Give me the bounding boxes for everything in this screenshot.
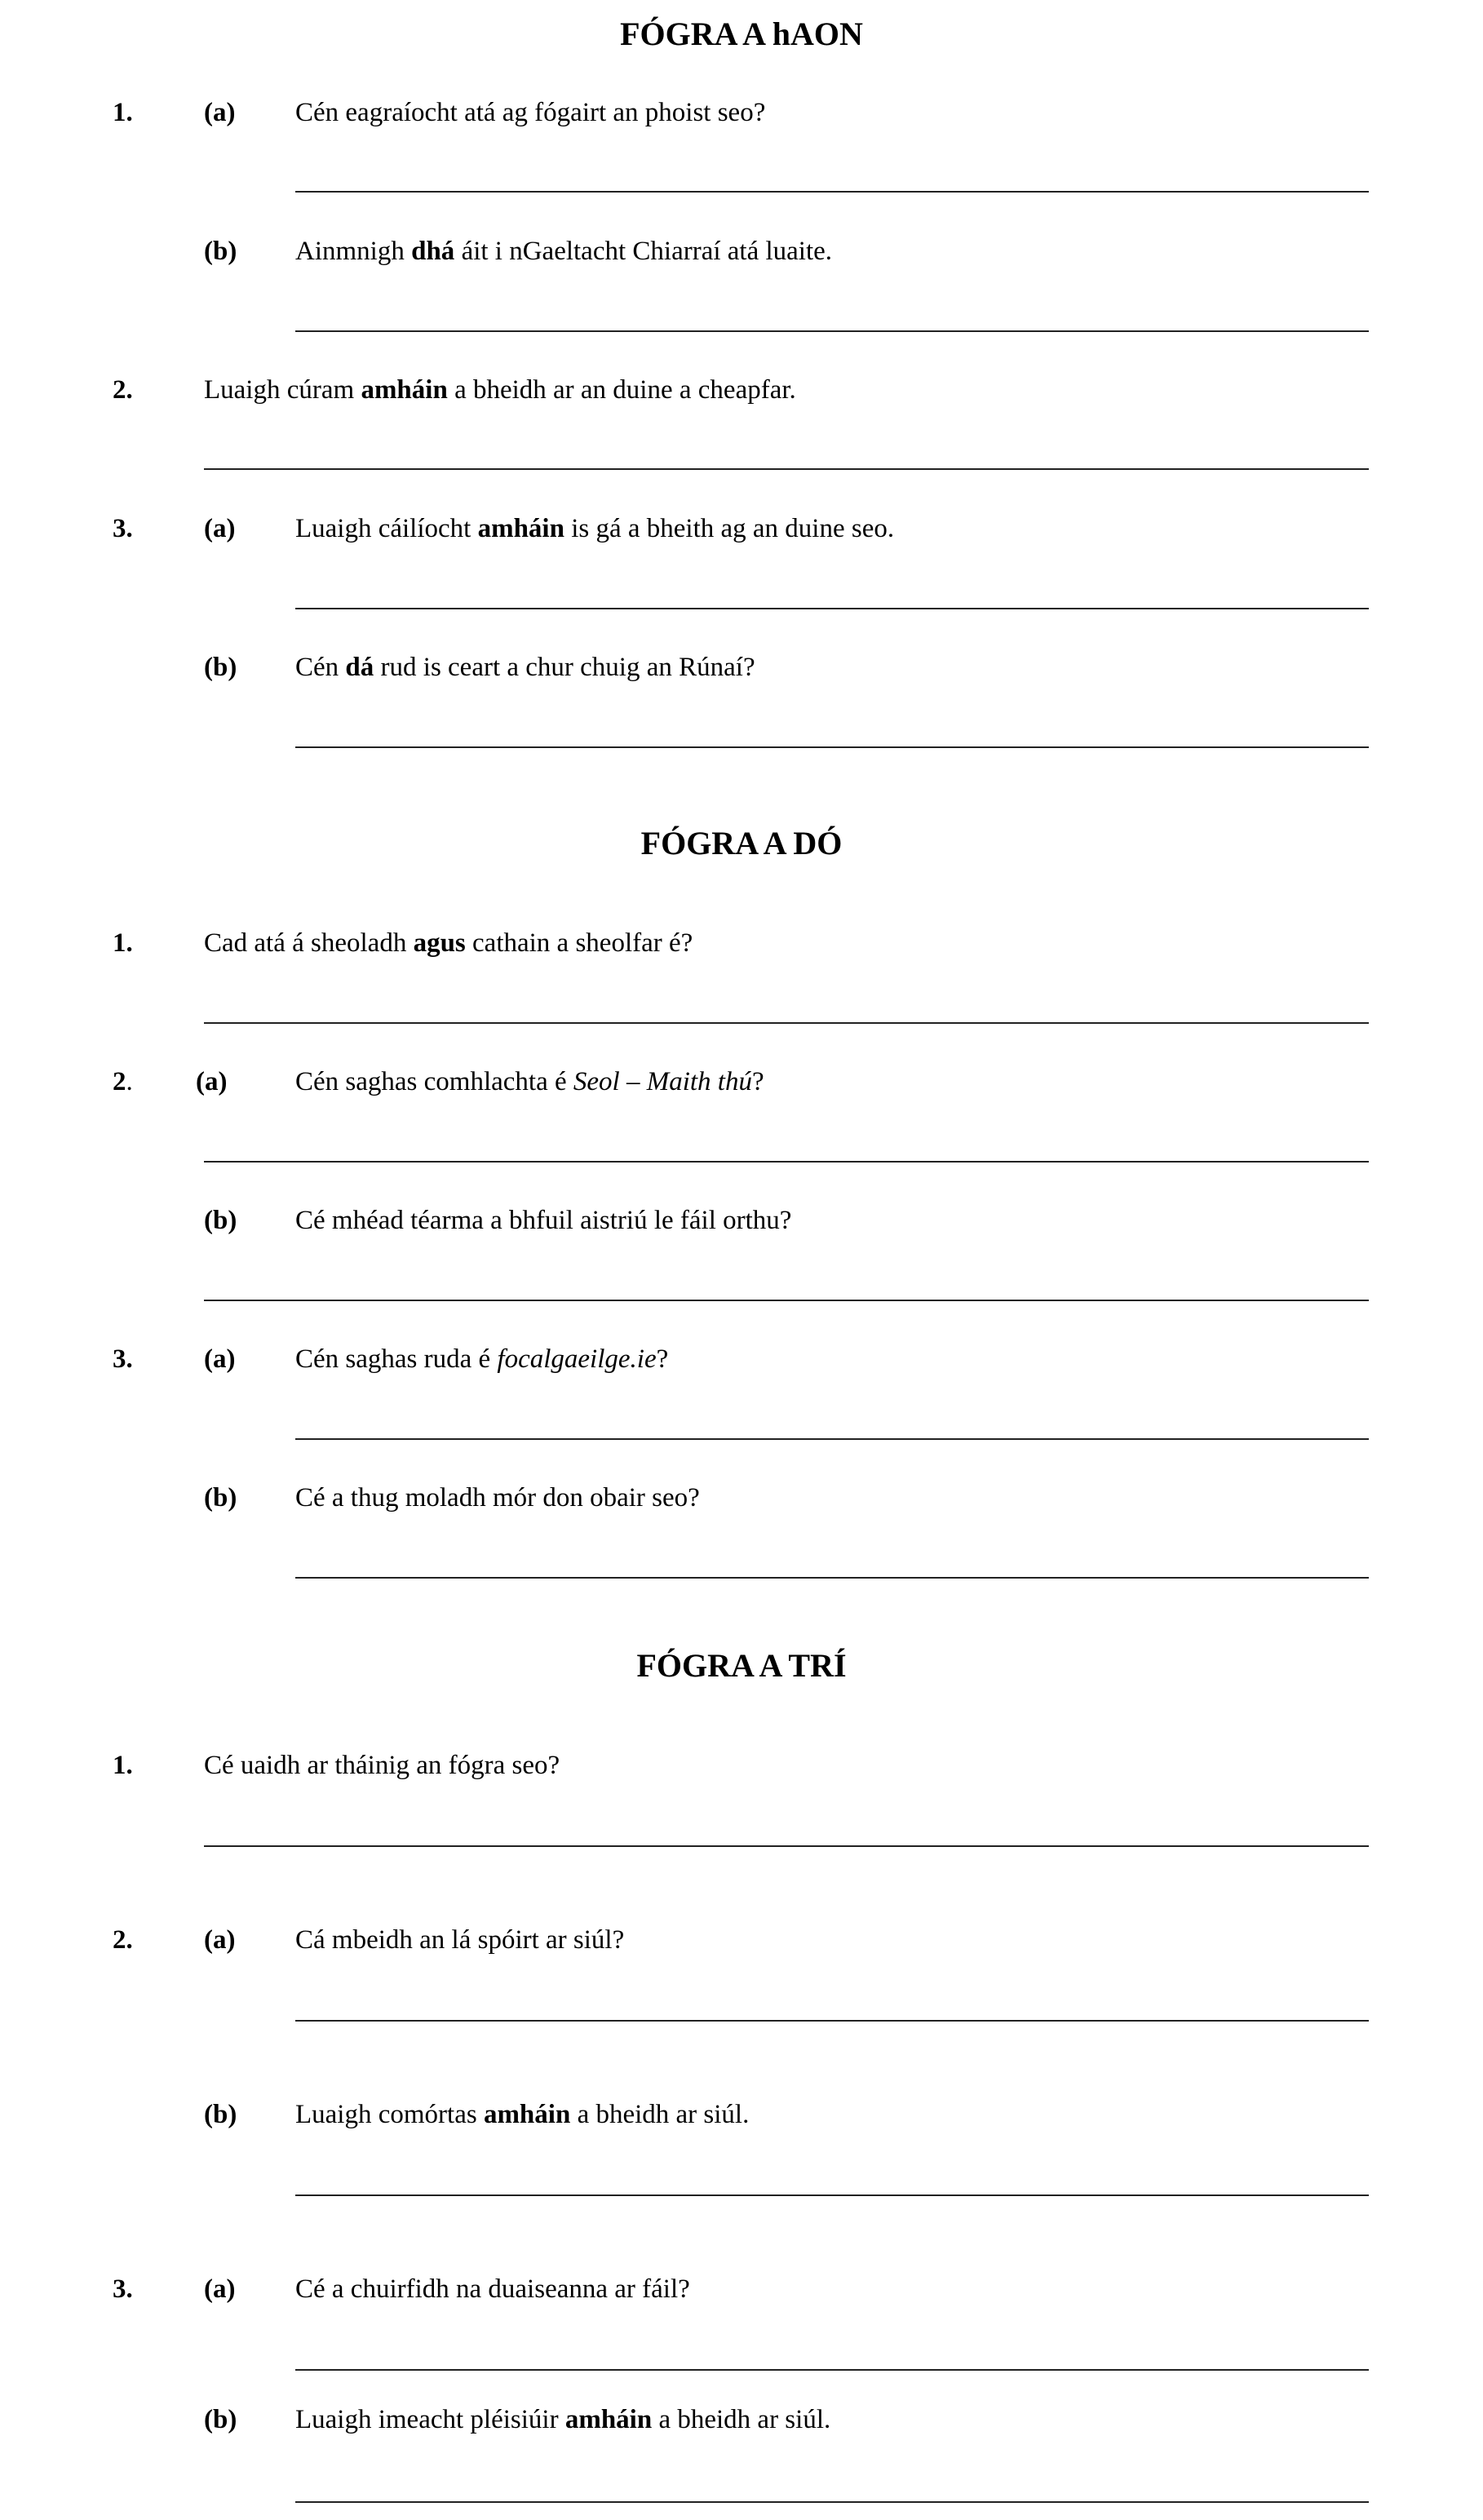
question-part-label: (b): [204, 653, 237, 682]
section-heading-1: FÓGRA A hAON: [620, 16, 863, 52]
answer-line[interactable]: [295, 2020, 1369, 2022]
question-number: 1.: [113, 928, 133, 958]
question-number: 2.: [113, 375, 133, 405]
answer-line[interactable]: [295, 191, 1369, 193]
question-part-label: (b): [204, 1206, 237, 1235]
question-text: Cad atá á sheoladh agus cathain a sheolfar é?: [204, 928, 693, 958]
question-text: Ainmnigh dhá áit i nGaeltacht Chiarraí atá luaite.: [295, 237, 833, 266]
answer-line[interactable]: [204, 1022, 1369, 1024]
question-part-label: (a): [204, 1344, 236, 1374]
question-number: 3.: [113, 2274, 133, 2304]
question-number: 3.: [113, 514, 133, 543]
question-part-label: (a): [204, 98, 236, 127]
question-part-label: (b): [204, 2405, 237, 2434]
answer-line[interactable]: [295, 1438, 1369, 1440]
question-text: Cá mbeidh an lá spóirt ar siúl?: [295, 1925, 625, 1955]
question-part-label: (b): [204, 1483, 237, 1512]
answer-line[interactable]: [204, 1300, 1369, 1301]
answer-line[interactable]: [295, 2501, 1369, 2503]
question-text: Luaigh comórtas amháin a bheidh ar siúl.: [295, 2100, 750, 2129]
question-text: Cén dá rud is ceart a chur chuig an Rúnaí?: [295, 653, 755, 682]
answer-line[interactable]: [295, 746, 1369, 748]
question-part-label: (a): [196, 1067, 228, 1096]
question-text: Cén saghas comhlachta é Seol – Maith thú?: [295, 1067, 764, 1096]
answer-line[interactable]: [204, 1845, 1369, 1847]
answer-line[interactable]: [204, 1161, 1369, 1163]
answer-line[interactable]: [295, 330, 1369, 332]
question-text: Cén eagraíocht atá ag fógairt an phoist seo?: [295, 98, 766, 127]
question-text: Luaigh cúram amháin a bheidh ar an duine a cheapfar.: [204, 375, 796, 405]
question-text: Cé uaidh ar tháinig an fógra seo?: [204, 1751, 560, 1780]
question-text: Cé a chuirfidh na duaiseanna ar fáil?: [295, 2274, 690, 2304]
answer-line[interactable]: [295, 2369, 1369, 2371]
answer-line[interactable]: [204, 468, 1369, 470]
answer-line[interactable]: [295, 2194, 1369, 2196]
question-number: 1.: [113, 1751, 133, 1780]
question-text: Luaigh cáilíocht amháin is gá a bheith ag an duine seo.: [295, 514, 895, 543]
question-number: 1.: [113, 98, 133, 127]
question-text: Cé mhéad téarma a bhfuil aistriú le fáil orthu?: [295, 1206, 792, 1235]
question-part-label: (a): [204, 2274, 236, 2304]
question-part-label: (b): [204, 2100, 237, 2129]
answer-line[interactable]: [295, 1577, 1369, 1579]
answer-line[interactable]: [295, 608, 1369, 609]
question-part-label: (a): [204, 1925, 236, 1955]
question-text: Cén saghas ruda é focalgaeilge.ie?: [295, 1344, 669, 1374]
question-part-label: (b): [204, 237, 237, 266]
section-heading-3: FÓGRA A TRÍ: [636, 1647, 847, 1684]
question-text: Luaigh imeacht pléisiúir amháin a bheidh ar siúl.: [295, 2405, 831, 2434]
question-text: Cé a thug moladh mór don obair seo?: [295, 1483, 700, 1512]
question-number: 3.: [113, 1344, 133, 1374]
question-number: 2.: [113, 1925, 133, 1955]
question-part-label: (a): [204, 514, 236, 543]
question-number: 2.: [113, 1067, 133, 1096]
section-heading-2: FÓGRA A DÓ: [640, 825, 843, 861]
